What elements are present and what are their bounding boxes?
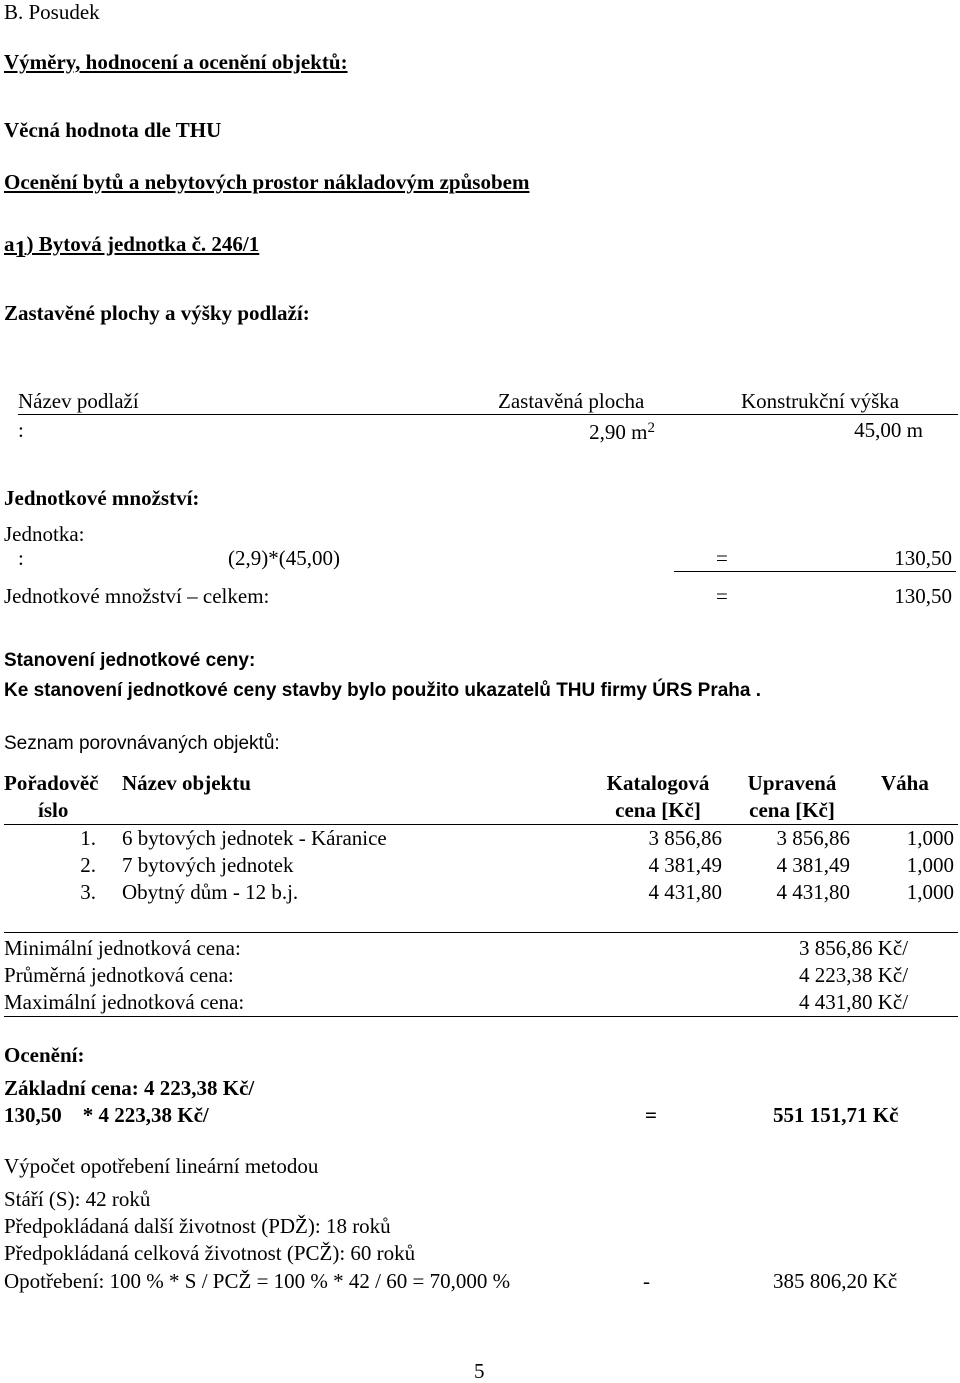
row-number: 1. — [80, 826, 96, 850]
row-weight: 1,000 — [906, 853, 954, 877]
summary-top-rule — [4, 932, 958, 933]
row-catalog-price: 3 856,86 — [648, 826, 722, 850]
valuation-heading: Ocenění: — [4, 1043, 85, 1067]
base-price: Základní cena: 4 223,38 Kč/ — [4, 1076, 255, 1100]
page-number: 5 — [474, 1359, 485, 1383]
row-adjusted-price: 4 381,49 — [776, 853, 850, 877]
row-weight: 1,000 — [906, 826, 954, 850]
depreciation-amount: 385 806,20 Kč — [773, 1269, 898, 1293]
col-catalog-line1: Katalogová — [606, 771, 710, 795]
depreciation-formula: Opotřebení: 100 % * S / PCŽ = 100 % * 42 / 60 = 70,000 % — [4, 1269, 511, 1293]
area-unit-superscript: 2 — [647, 420, 655, 436]
floors-row-name: : — [18, 418, 24, 442]
row-catalog-price: 4 381,49 — [648, 853, 722, 877]
quantity-unit-label: Jednotka: — [4, 522, 85, 546]
row-object-name: Obytný dům - 12 b.j. — [122, 880, 299, 904]
row-adjusted-price: 4 431,80 — [776, 880, 850, 904]
max-price-value: 4 431,80 Kč/ — [799, 990, 909, 1014]
floors-col-area: Zastavěná plocha — [498, 389, 645, 413]
valuation-equals: = — [645, 1103, 657, 1127]
depreciation-age: Stáří (S): 42 roků — [4, 1187, 151, 1211]
row-object-name: 7 bytových jednotek — [122, 853, 294, 877]
valuation-result: 551 151,71 Kč — [773, 1103, 899, 1127]
floors-header-rule — [18, 414, 958, 415]
row-adjusted-price: 3 856,86 — [776, 826, 850, 850]
max-price-label: Maximální jednotková cena: — [4, 990, 245, 1014]
row-object-name: 6 bytových jednotek - Káranice — [122, 826, 387, 850]
col-weight: Váha — [881, 771, 929, 795]
depreciation-total-life: Předpokládaná celková životnost (PCŽ): 60 roků — [4, 1241, 416, 1265]
row-number: 3. — [80, 880, 96, 904]
col-catalog-line2: cena [Kč] — [615, 798, 701, 822]
valuation-calc: 130,50 * 4 223,38 Kč/ — [4, 1103, 209, 1127]
quantity-heading: Jednotkové množství: — [4, 486, 200, 510]
col-adjusted-line1: Upravená — [747, 771, 837, 795]
floors-col-height: Konstrukční výška — [741, 389, 900, 413]
floors-row-height: 45,00 m — [854, 418, 923, 442]
col-adjusted-line2: cena [Kč] — [749, 798, 835, 822]
quantity-total-equals: = — [716, 584, 728, 608]
table-header-rule — [4, 824, 958, 825]
quantity-total-value: 130,50 — [894, 584, 952, 608]
depreciation-remaining-life: Předpokládaná další životnost (PDŽ): 18 roků — [4, 1214, 391, 1238]
section-label: B. Posudek — [4, 0, 100, 24]
quantity-sum-rule — [674, 571, 956, 572]
quantity-row-colon: : — [18, 546, 24, 570]
avg-price-label: Průměrná jednotková cena: — [4, 963, 234, 987]
comparison-list-heading: Seznam porovnávaných objektů: — [4, 733, 280, 754]
unit-subscript: 1 — [14, 237, 27, 263]
depreciation-sign: - — [643, 1269, 650, 1293]
col-order-line1: Pořadověč — [4, 771, 99, 795]
quantity-total-label: Jednotkové množství – celkem: — [4, 584, 270, 608]
document-subtitle: Věcná hodnota dle THU — [4, 118, 222, 142]
unit-title — [4, 232, 259, 265]
summary-bottom-rule — [4, 1016, 958, 1017]
row-catalog-price: 4 431,80 — [648, 880, 722, 904]
quantity-equals: = — [716, 546, 728, 570]
min-price-value: 3 856,86 Kč/ — [799, 936, 909, 960]
quantity-value: 130,50 — [894, 546, 952, 570]
row-weight: 1,000 — [906, 880, 954, 904]
pricing-heading: Stanovení jednotkové ceny: — [4, 650, 256, 671]
floors-row-area: 2,90 $m^2$ — [589, 420, 655, 444]
unit-title-text: ) Bytová jednotka č. 246/1 — [26, 232, 260, 256]
row-number: 2. — [80, 853, 96, 877]
col-order-line2: íslo — [38, 798, 69, 822]
min-price-label: Minimální jednotková cena: — [4, 936, 241, 960]
floors-heading: Zastavěné plochy a výšky podlaží: — [4, 301, 310, 325]
floors-col-name: Název podlaží — [18, 389, 139, 413]
depreciation-heading: Výpočet opotřebení lineární metodou — [4, 1154, 319, 1178]
pricing-note: Ke stanovení jednotkové ceny stavby bylo použito ukazatelů THU firmy ÚRS Praha . — [4, 680, 762, 701]
unit-prefix: a — [4, 232, 15, 256]
avg-price-value: 4 223,38 Kč/ — [799, 963, 909, 987]
quantity-formula: (2,9)*(45,00) — [228, 546, 340, 570]
col-object-name: Název objektu — [122, 771, 251, 795]
valuation-method: Ocenění bytů a nebytových prostor nákladovým způsobem — [4, 170, 530, 194]
document-title: Výměry, hodnocení a ocenění objektů: — [4, 50, 348, 74]
